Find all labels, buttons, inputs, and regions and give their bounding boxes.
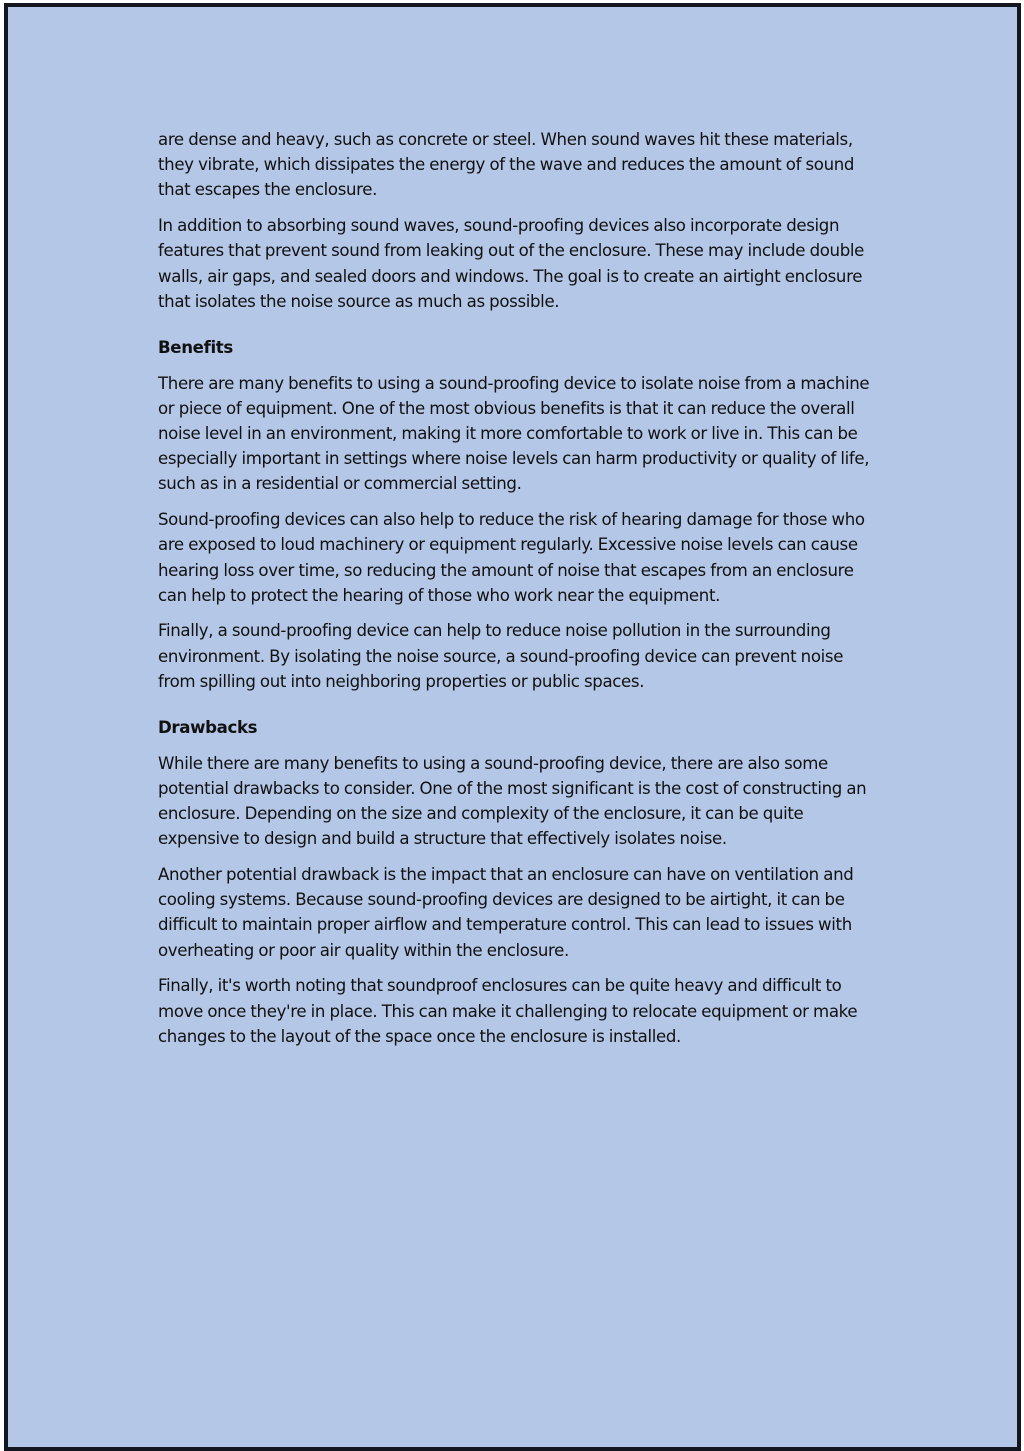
paragraph-drawbacks-1: While there are many benefits to using a sound-proofing device, there are also some potential drawbacks to consider. One of the most significant is the cost of constructing an enclosure. Depending on the size and complexity of the enclosure, it can be quite expensive to design and build a structure that effectively isolates noise.: [158, 753, 867, 849]
paragraph-intro-2: In addition to absorbing sound waves, sound-proofing devices also incorporate design features that prevent sound from leaking out of the enclosure. These may include double walls, air gaps, and sealed doors and windows. The goal is to create an airtight enclosure that isolates the noise source as much as possible.: [158, 216, 865, 311]
heading-benefits: Benefits: [158, 337, 233, 357]
paragraph-drawbacks-2: Another potential drawback is the impact that an enclosure can have on ventilation and cooling systems. Because sound-proofing devices are designed to be airtight, it can be difficult to maintain proper airflow and temperature control. This can lead to issues with overheating or poor air quality within the enclosure.: [158, 865, 854, 960]
paragraph-benefits-3: Finally, a sound-proofing device can help to reduce noise pollution in the surrounding environment. By isolating the noise source, a sound-proofing device can prevent noise from spilling out into neighboring properties or public spaces.: [158, 621, 844, 691]
paragraph-drawbacks-3: Finally, it's worth noting that soundproof enclosures can be quite heavy and difficult to move once they're in place. This can make it challenging to relocate equipment or make changes to the layout of the space once the enclosure is installed.: [158, 976, 858, 1046]
paragraph-benefits-1: There are many benefits to using a sound-proofing device to isolate noise from a machine or piece of equipment. One of the most obvious benefits is that it can reduce the overall noise level in an environment, making it more comfortable to work or live in. This can be especially important in settings where noise levels can harm productivity or quality of life, such as in a residential or commercial setting.: [158, 373, 870, 494]
paragraph-intro-1: are dense and heavy, such as concrete or steel. When sound waves hit these materials, they vibrate, which dissipates the energy of the wave and reduces the amount of sound that escapes the enclosure.: [158, 130, 855, 200]
paragraph-benefits-2: Sound-proofing devices can also help to reduce the risk of hearing damage for those who are exposed to loud machinery or equipment regularly. Excessive noise levels can cause hearing loss over time, so reducing the amount of noise that escapes from an enclosure can help to protect the hearing of those who work near the equipment.: [158, 510, 865, 605]
document-page: [4, 3, 1021, 1451]
heading-drawbacks: Drawbacks: [158, 718, 258, 738]
document-body: [158, 127, 878, 1060]
